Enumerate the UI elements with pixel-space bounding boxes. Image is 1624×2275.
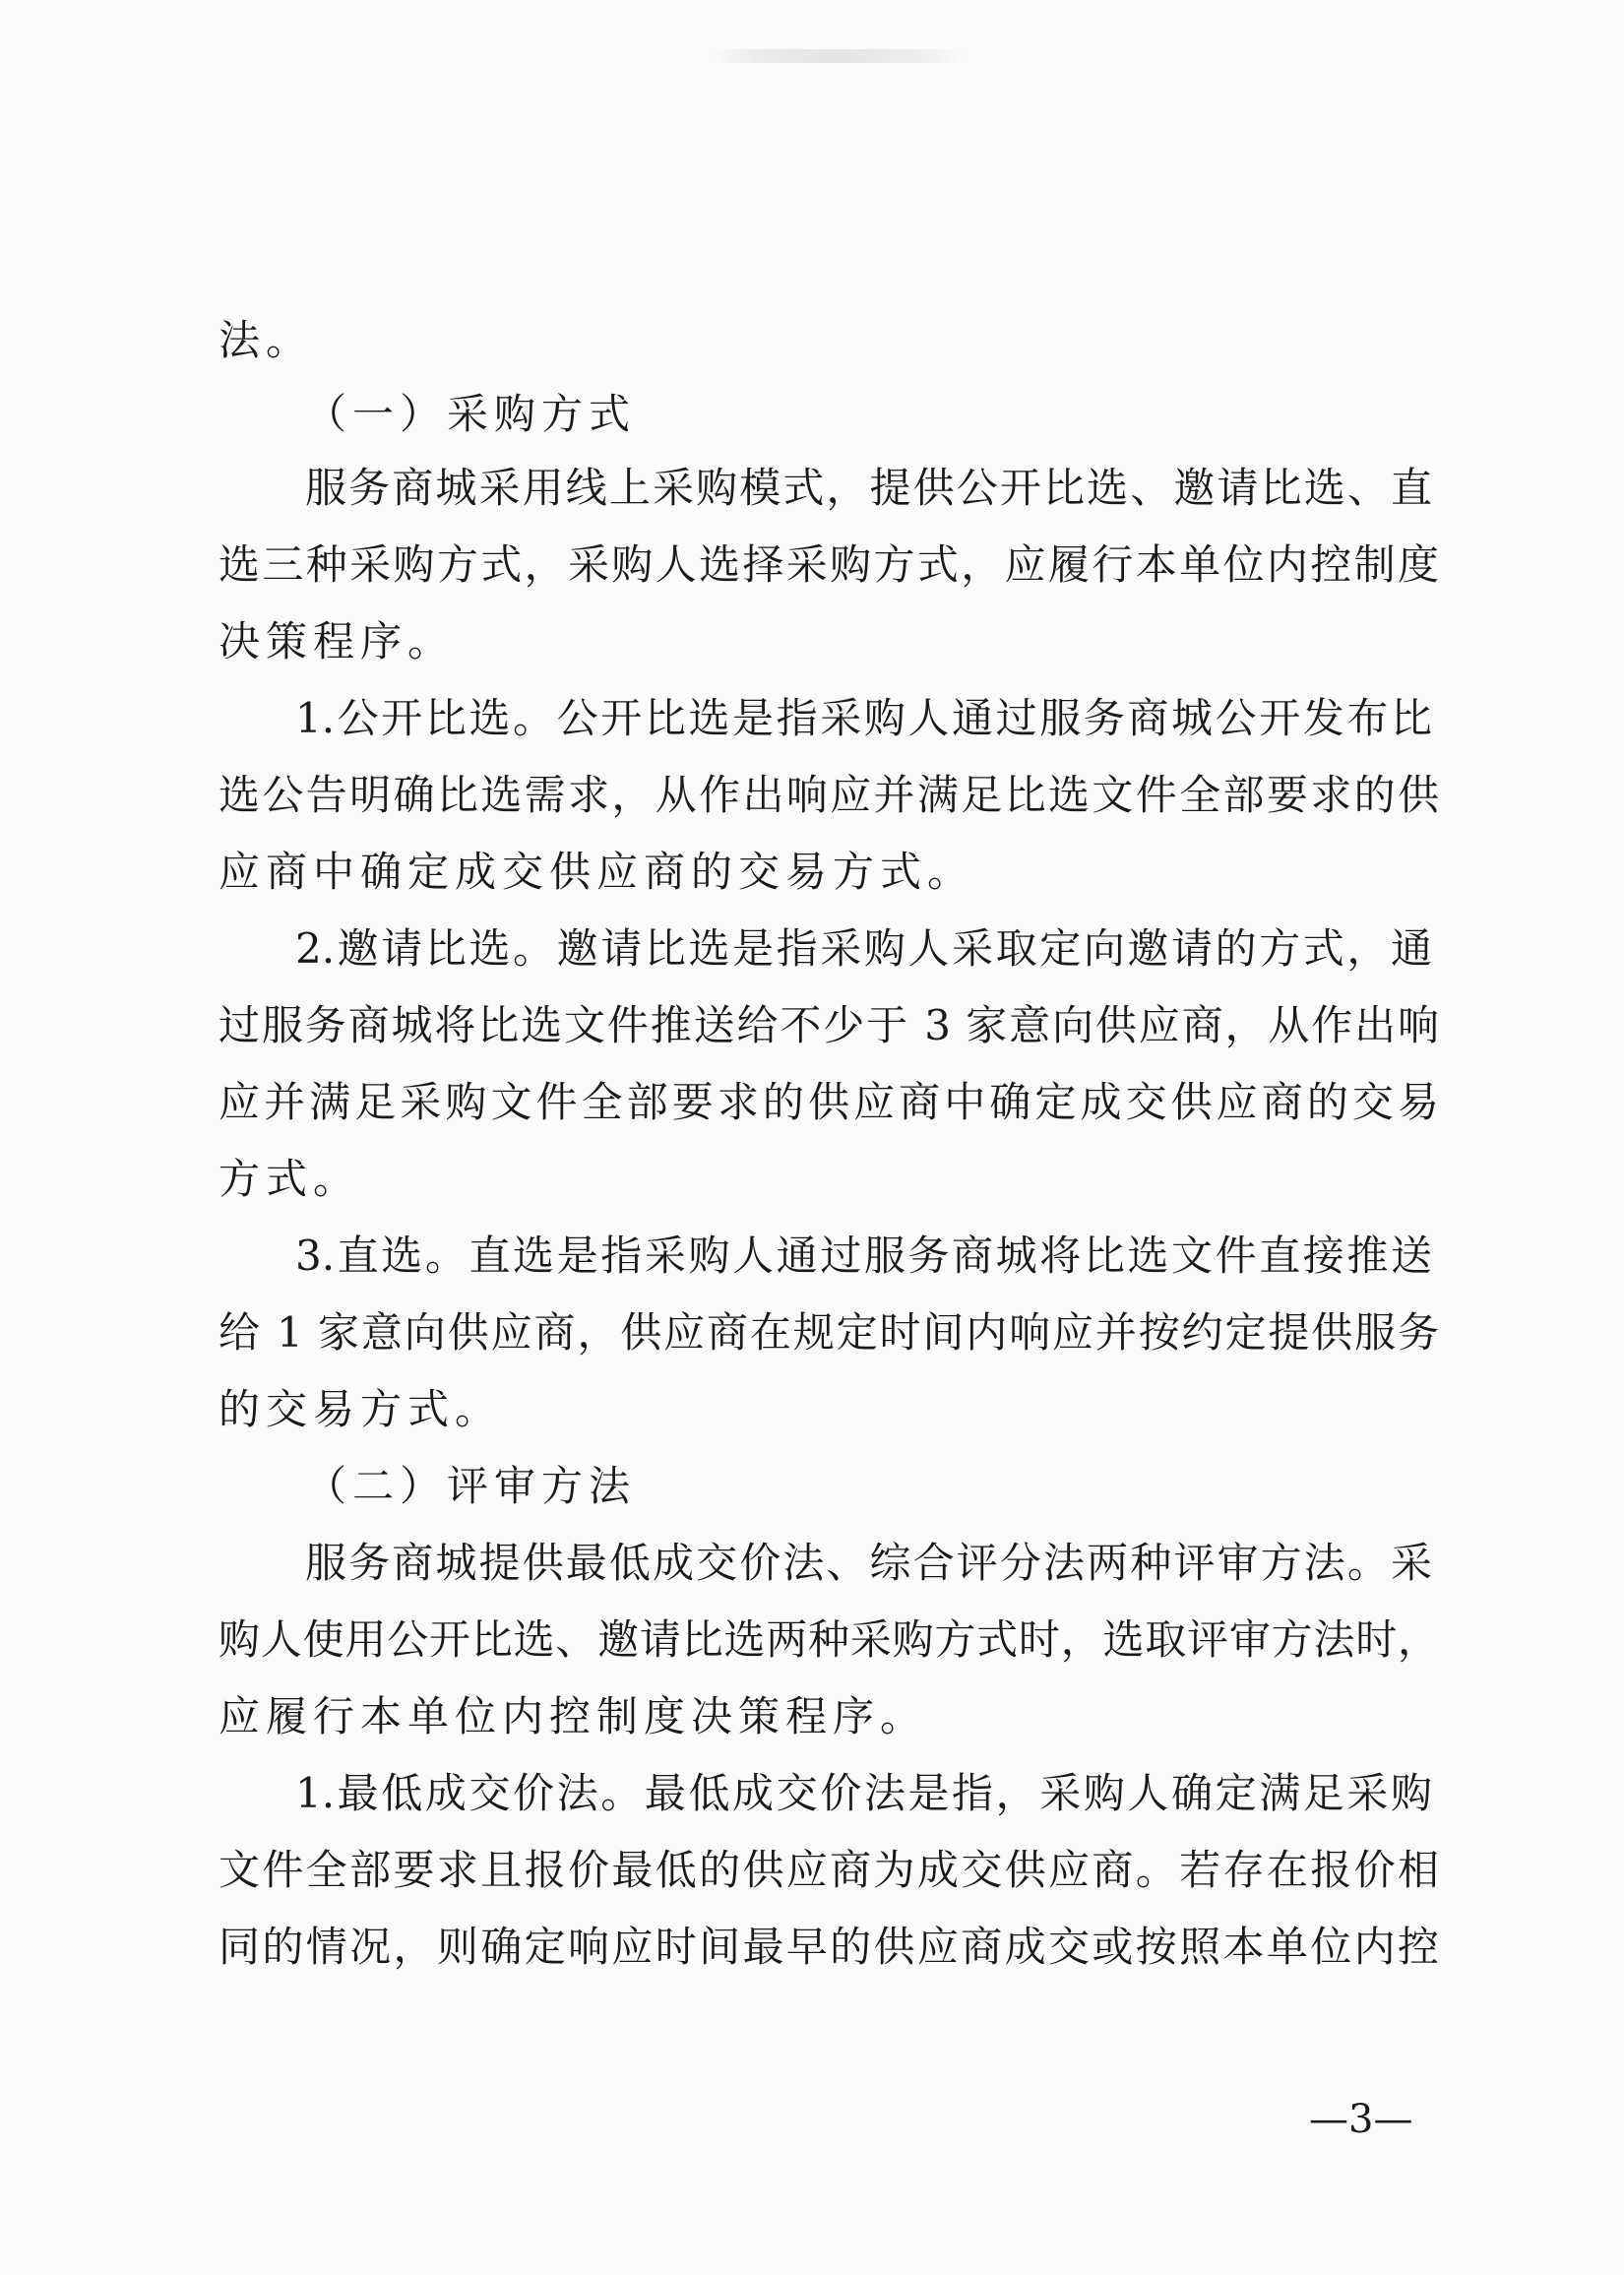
text-line: 决策程序。 (219, 617, 456, 665)
text-line: 1.最低成交价法。最低成交价法是指，采购人确定满足采购 (295, 1769, 1432, 1817)
page-number: —3— (1309, 2097, 1413, 2142)
text-line: 同的情况，则确定响应时间最早的供应商成交或按照本单位内控 (219, 1923, 1439, 1971)
text-line: 方式。 (219, 1155, 361, 1203)
text-line: 应履行本单位内控制度决策程序。 (219, 1692, 928, 1740)
text-line: 应并满足采购文件全部要求的供应商中确定成交供应商的交易 (219, 1078, 1439, 1126)
section-heading: （二）评审方法 (305, 1462, 637, 1510)
text-line: 购人使用公开比选、邀请比选两种采购方式时，选取评审方法时， (219, 1615, 1439, 1664)
text-line: 3.直选。直选是指采购人通过服务商城将比选文件直接推送 (295, 1232, 1432, 1280)
text-line: 给 1 家意向供应商，供应商在规定时间内响应并按约定提供服务 (219, 1308, 1439, 1357)
faint-header-mark (709, 49, 965, 63)
text-line: 2.邀请比选。邀请比选是指采购人采取定向邀请的方式，通 (295, 924, 1432, 973)
text-line: 服务商城提供最低成交价法、综合评分法两种评审方法。采 (305, 1539, 1432, 1587)
section-heading: （一）采购方式 (305, 390, 637, 438)
text-line: 的交易方式。 (219, 1385, 503, 1433)
text-line: 应商中确定成交供应商的交易方式。 (219, 848, 975, 896)
text-line: 选三种采购方式，采购人选择采购方式，应履行本单位内控制度 (219, 540, 1439, 589)
text-line: 1.公开比选。公开比选是指采购人通过服务商城公开发布比 (295, 694, 1432, 742)
text-line: 文件全部要求且报价最低的供应商为成交供应商。若存在报价相 (219, 1846, 1439, 1894)
text-line: 法。 (219, 316, 314, 364)
text-line: 选公告明确比选需求，从作出响应并满足比选文件全部要求的供 (219, 771, 1439, 819)
text-line: 过服务商城将比选文件推送给不少于 3 家意向供应商，从作出响 (219, 1001, 1439, 1049)
text-line: 服务商城采用线上采购模式，提供公开比选、邀请比选、直 (305, 464, 1432, 512)
